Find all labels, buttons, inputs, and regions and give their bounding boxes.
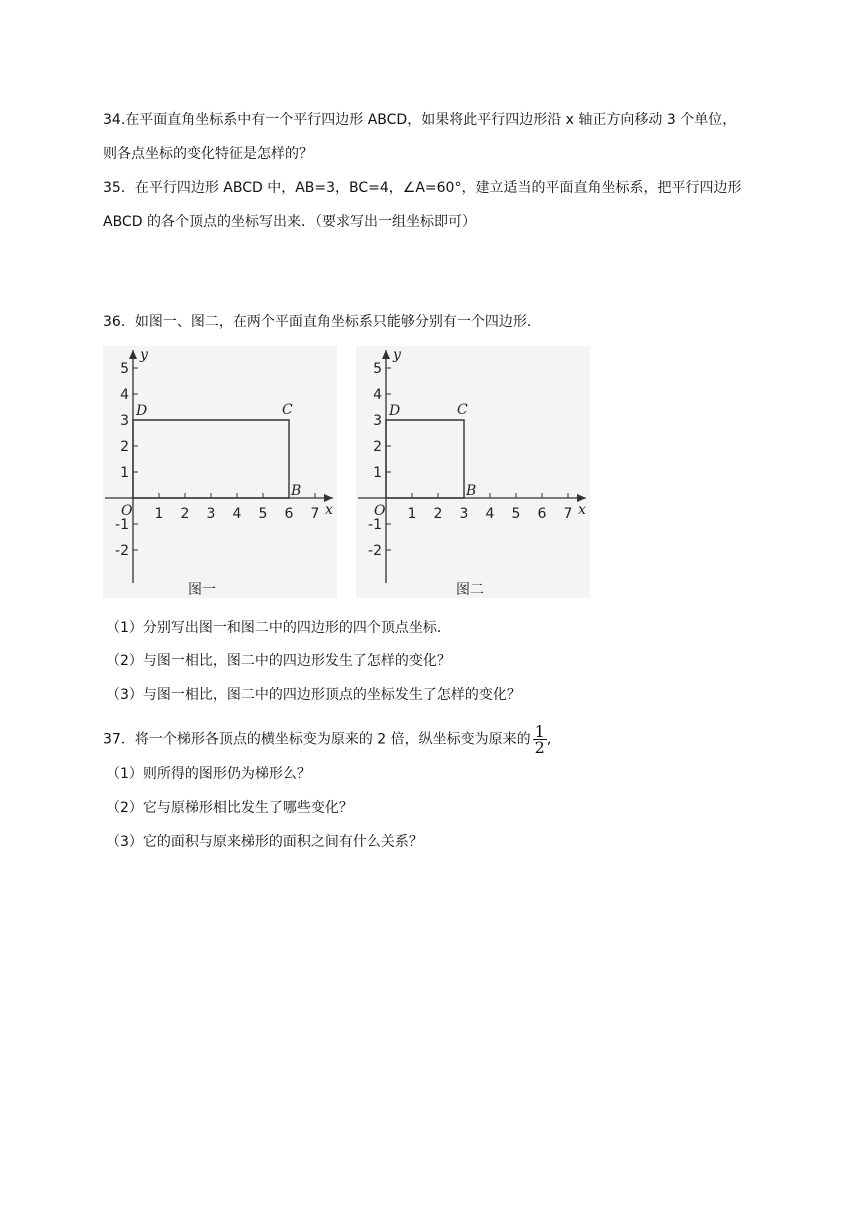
y-tick-label: 3 bbox=[120, 413, 129, 429]
vertex-label-c: C bbox=[282, 402, 293, 418]
x-tick-label: 6 bbox=[537, 506, 547, 522]
x-tick-label: 4 bbox=[232, 506, 242, 522]
q37-stem-text: 37．将一个梯形各顶点的横坐标变为原来的 2 倍，纵坐标变为原来的 bbox=[103, 731, 531, 748]
x-tick-label: 6 bbox=[284, 506, 294, 522]
figure-caption: 图一 bbox=[188, 582, 216, 598]
y-tick-label: 2 bbox=[120, 439, 129, 455]
y-axis-arrow bbox=[382, 350, 390, 359]
q37-fraction bbox=[533, 724, 547, 755]
x-tick-label: 1 bbox=[154, 506, 164, 522]
y-tick-label: 2 bbox=[373, 439, 382, 455]
y-tick-label: 5 bbox=[373, 361, 382, 377]
x-tick-label: 7 bbox=[563, 506, 573, 522]
vertex-label-d: D bbox=[389, 403, 401, 419]
q37-stem bbox=[103, 724, 551, 755]
vertex-label-d: D bbox=[136, 403, 148, 419]
y-tick-label: -1 bbox=[115, 517, 129, 533]
quadrilateral bbox=[386, 420, 464, 498]
y-axis-label: y bbox=[393, 347, 401, 363]
y-tick-label: 5 bbox=[120, 361, 129, 377]
x-tick-label: 5 bbox=[258, 506, 268, 522]
x-axis-label: x bbox=[325, 502, 333, 518]
x-tick-label: 7 bbox=[310, 506, 320, 522]
x-tick-label: 1 bbox=[407, 506, 417, 522]
x-axis-arrow bbox=[324, 494, 333, 502]
figure-caption: 图二 bbox=[456, 582, 484, 598]
vertex-label-c: C bbox=[457, 402, 468, 418]
x-tick-label: 2 bbox=[433, 506, 443, 522]
y-tick-label: 1 bbox=[120, 465, 129, 481]
q36-sub-3: （3）与图一相比，图二中的四边形顶点的坐标发生了怎样的变化？ bbox=[106, 687, 521, 703]
origin-label: O bbox=[121, 503, 133, 519]
y-tick-label: -2 bbox=[115, 543, 129, 559]
x-axis-label: x bbox=[578, 502, 586, 518]
q36-sub-1: （1）分别写出图一和图二中的四边形的四个顶点坐标． bbox=[106, 620, 451, 636]
q35-line-2: ABCD 的各个顶点的坐标写出来．（要求写出一组坐标即可） bbox=[103, 214, 476, 230]
q37-sub-3: （3）它的面积与原来梯形的面积之间有什么关系？ bbox=[106, 834, 423, 850]
q34-line-1: 34.在平面直角坐标系中有一个平行四边形 ABCD，如果将此平行四边形沿 x 轴正方向移动 3 个单位， bbox=[103, 112, 737, 128]
coordinate-plane-2 bbox=[356, 346, 590, 598]
q36-sub-2: （2）与图一相比，图二中的四边形发生了怎样的变化？ bbox=[106, 653, 451, 669]
x-tick-label: 2 bbox=[180, 506, 190, 522]
origin-label: O bbox=[374, 503, 386, 519]
vertex-label-b: B bbox=[291, 483, 302, 499]
q37-frac-den: 2 bbox=[534, 738, 545, 757]
y-tick-label: 3 bbox=[373, 413, 382, 429]
q35-line-1: 35．在平行四边形 ABCD 中，AB=3，BC=4，∠A=60°，建立适当的平面直角坐标系，把平行四边形 bbox=[103, 180, 742, 196]
x-tick-label: 4 bbox=[485, 506, 495, 522]
y-tick-label: 4 bbox=[373, 387, 382, 403]
q37-frac-num: 1 bbox=[534, 722, 545, 741]
x-tick-label: 5 bbox=[511, 506, 521, 522]
y-axis-label: y bbox=[140, 347, 148, 363]
y-tick-label: 1 bbox=[373, 465, 382, 481]
y-tick-label: -2 bbox=[368, 543, 382, 559]
q34-line-2: 则各点坐标的变化特征是怎样的？ bbox=[103, 146, 313, 162]
x-tick-label: 3 bbox=[206, 506, 216, 522]
quadrilateral bbox=[133, 420, 289, 498]
x-tick-label: 3 bbox=[459, 506, 469, 522]
vertex-label-b: B bbox=[466, 483, 477, 499]
y-tick-label: 4 bbox=[120, 387, 129, 403]
figure-2 bbox=[356, 346, 590, 598]
q36-intro: 36．如图一、图二，在两个平面直角坐标系只能够分别有一个四边形． bbox=[103, 314, 541, 330]
x-axis-arrow bbox=[577, 494, 586, 502]
q37-stem-end: , bbox=[546, 731, 552, 748]
q37-sub-1: （1）则所得的图形仍为梯形么？ bbox=[106, 766, 311, 782]
q37-sub-2: （2）它与原梯形相比发生了哪些变化？ bbox=[106, 800, 353, 816]
figure-1 bbox=[103, 346, 337, 598]
coordinate-plane-1 bbox=[103, 346, 337, 598]
y-axis-arrow bbox=[129, 350, 137, 359]
y-tick-label: -1 bbox=[368, 517, 382, 533]
